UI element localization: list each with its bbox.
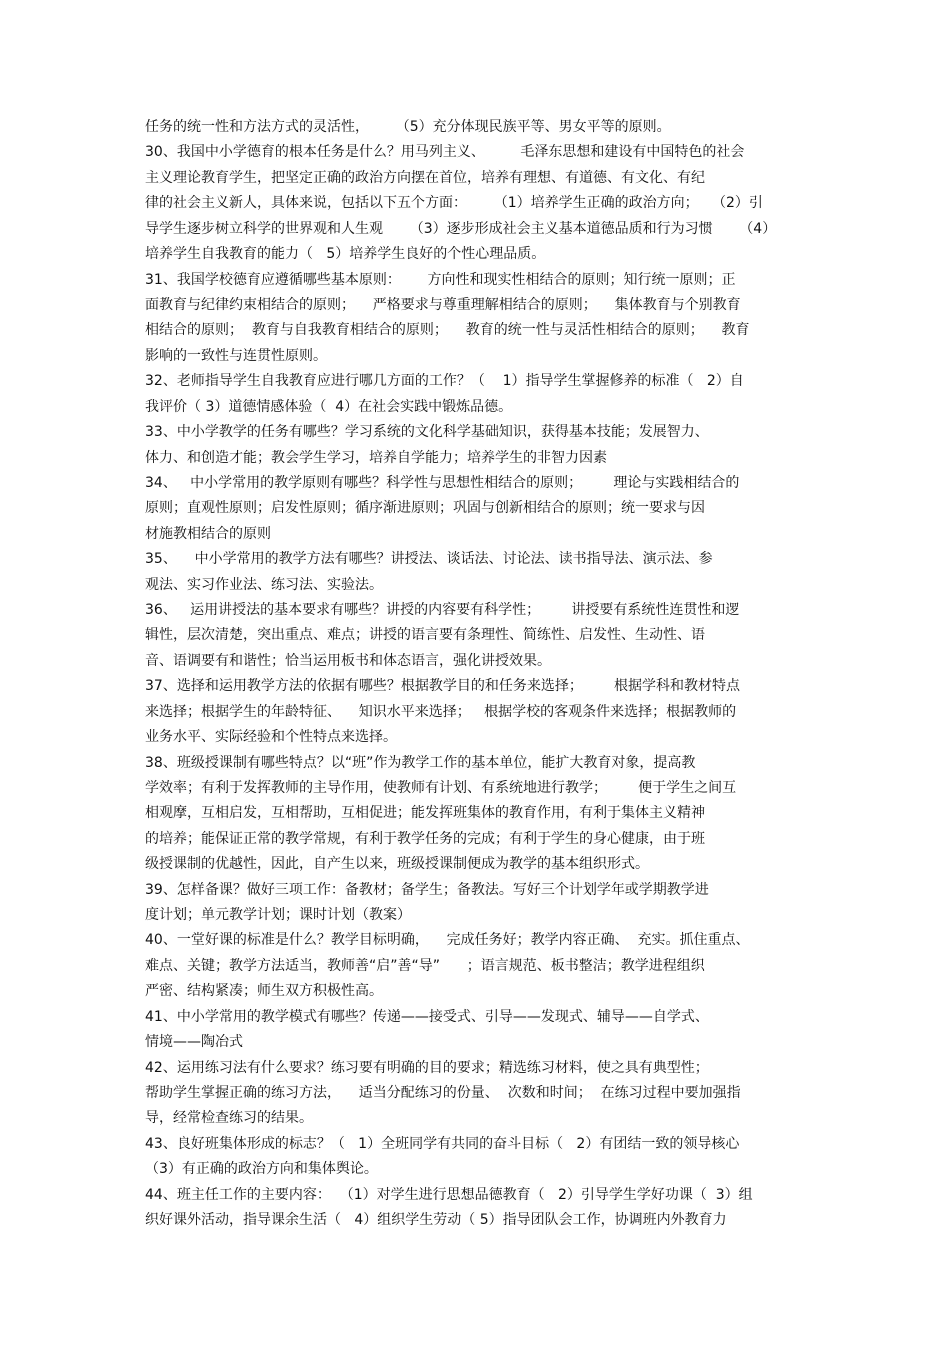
text-line: 相观摩，互相启发，互相帮助，互相促进；能发挥班集体的教育作用，有利于集体主义精神	[145, 805, 705, 822]
text-line: 体力、和创造才能；教会学生学习，培养自学能力；培养学生的非智力因素	[145, 449, 607, 466]
text-line: 来选择；根据学生的年龄特征、 知识水平来选择； 根据学校的客观条件来选择；根据教师的	[145, 703, 737, 720]
text-line: 32、老师指导学生自我教育应进行哪几方面的工作？（ 1）指导学生掌握修养的标准（ 2）自	[145, 373, 744, 390]
text-line: 39、怎样备课？做好三项工作：备教材；备学生；备教法。写好三个计划学年或学期教学进	[145, 881, 709, 898]
text-line: 相结合的原则； 教育与自我教育相结合的原则； 教育的统一性与灵活性相结合的原则； 教育	[145, 322, 750, 339]
text-line: 原则；直观性原则；启发性原则；循序渐进原则；巩固与创新相结合的原则；统一要求与因	[145, 500, 705, 517]
text-line: 34、 中小学常用的教学原则有哪些？科学性与思想性相结合的原则； 理论与实践相结合的	[145, 474, 740, 491]
text-line: 43、良好班集体形成的标志？（ 1）全班同学有共同的奋斗目标（ 2）有团结一致的领导核心	[145, 1135, 740, 1152]
text-line: 36、 运用讲授法的基本要求有哪些？讲授的内容要有科学性； 讲授要有系统性连贯性和逻	[145, 602, 740, 618]
text-line: 面教育与纪律约束相结合的原则； 严格要求与尊重理解相结合的原则； 集体教育与个别教育	[145, 296, 741, 313]
text-line: 影响的一致性与连贯性原则。	[145, 347, 327, 364]
text-line: 培养学生自我教育的能力（ 5）培养学生良好的个性心理品质。	[145, 246, 546, 263]
text-line: 难点、关键；教学方法适当，教师善“启”善“导” ；语言规范、板书整洁；教学进程组织	[145, 957, 705, 974]
text-line: 导学生逐步树立科学的世界观和人生观 （3）逐步形成社会主义基本道德品质和行为习惯 （4）	[145, 220, 777, 237]
text-line: 任务的统一性和方法方式的灵活性， （5）充分体现民族平等、男女平等的原则。	[145, 119, 671, 135]
text-line: 材施教相结合的原则	[145, 525, 271, 542]
text-line: 律的社会主义新人，具体来说，包括以下五个方面： （1）培养学生正确的政治方向； （2）引	[145, 195, 763, 212]
text-line: 级授课制的优越性，因此，自产生以来，班级授课制便成为教学的基本组织形式。	[145, 856, 649, 873]
text-line: 观法、实习作业法、练习法、实验法。	[145, 576, 383, 593]
text-line: 42、运用练习法有什么要求？练习要有明确的目的要求；精选练习材料，使之具有典型性；	[145, 1059, 709, 1076]
text-line: 44、班主任工作的主要内容： （1）对学生进行思想品德教育（ 2）引导学生学好功课（ 3）组	[145, 1186, 753, 1203]
text-line: 35、 中小学常用的教学方法有哪些？讲授法、谈话法、讨论法、读书指导法、演示法、参	[145, 551, 713, 568]
text-line: 31、我国学校德育应遵循哪些基本原则： 方向性和现实性相结合的原则；知行统一原则；正	[145, 271, 736, 288]
text-line: 学效率；有利于发挥教师的主导作用，使教师有计划、有系统地进行教学； 便于学生之间互	[145, 779, 737, 796]
text-line: 我评价（ 3）道德情感体验（ 4）在社会实践中锻炼品德。	[145, 398, 513, 415]
text-line: 导，经常检查练习的结果。	[145, 1110, 313, 1127]
text-line: 度计划；单元教学计划；课时计划（教案）	[145, 907, 411, 923]
text-line: 的培养；能保证正常的教学常规，有利于教学任务的完成；有利于学生的身心健康，由于班	[145, 830, 705, 847]
text-line: 主义理论教育学生，把坚定正确的政治方向摆在首位，培养有理想、有道德、有文化、有纪	[145, 169, 705, 186]
text-line: 帮助学生掌握正确的练习方法， 适当分配练习的份量、 次数和时间； 在练习过程中要加强指	[145, 1085, 741, 1101]
text-line: 30、我国中小学德育的根本任务是什么？用马列主义、 毛泽东思想和建设有中国特色的社会	[145, 144, 745, 161]
text-line: 33、中小学教学的任务有哪些？学习系统的文化科学基础知识，获得基本技能；发展智力、	[145, 424, 709, 440]
text-line: 织好课外活动，指导课余生活（ 4）组织学生劳动（ 5）指导团队会工作，协调班内外教育力	[145, 1212, 727, 1229]
text-line: 41、中小学常用的教学模式有哪些？传递——接受式、引导——发现式、辅导——自学式、	[145, 1008, 709, 1025]
text-line: 40、一堂好课的标准是什么？教学目标明确， 完成任务好；教学内容正确、 充实。抓住重点、	[145, 932, 750, 949]
text-line: 情境——陶冶式	[145, 1034, 243, 1051]
text-line: 辑性，层次清楚，突出重点、难点；讲授的语言要有条理性、简练性、启发性、生动性、语	[145, 627, 705, 644]
text-line: 业务水平、实际经验和个性特点来选择。	[145, 729, 397, 746]
text-line: 音、语调要有和谐性；恰当运用板书和体态语言，强化讲授效果。	[145, 652, 551, 669]
text-line: （3）有正确的政治方向和集体舆论。	[145, 1161, 378, 1178]
text-line: 严密、结构紧凑；师生双方积极性高。	[145, 983, 383, 1000]
text-line: 38、班级授课制有哪些特点？以“班”作为教学工作的基本单位，能扩大教育对象，提高教	[145, 754, 696, 771]
text-line: 37、选择和运用教学方法的依据有哪些？根据教学目的和任务来选择； 根据学科和教材特点	[145, 678, 740, 695]
